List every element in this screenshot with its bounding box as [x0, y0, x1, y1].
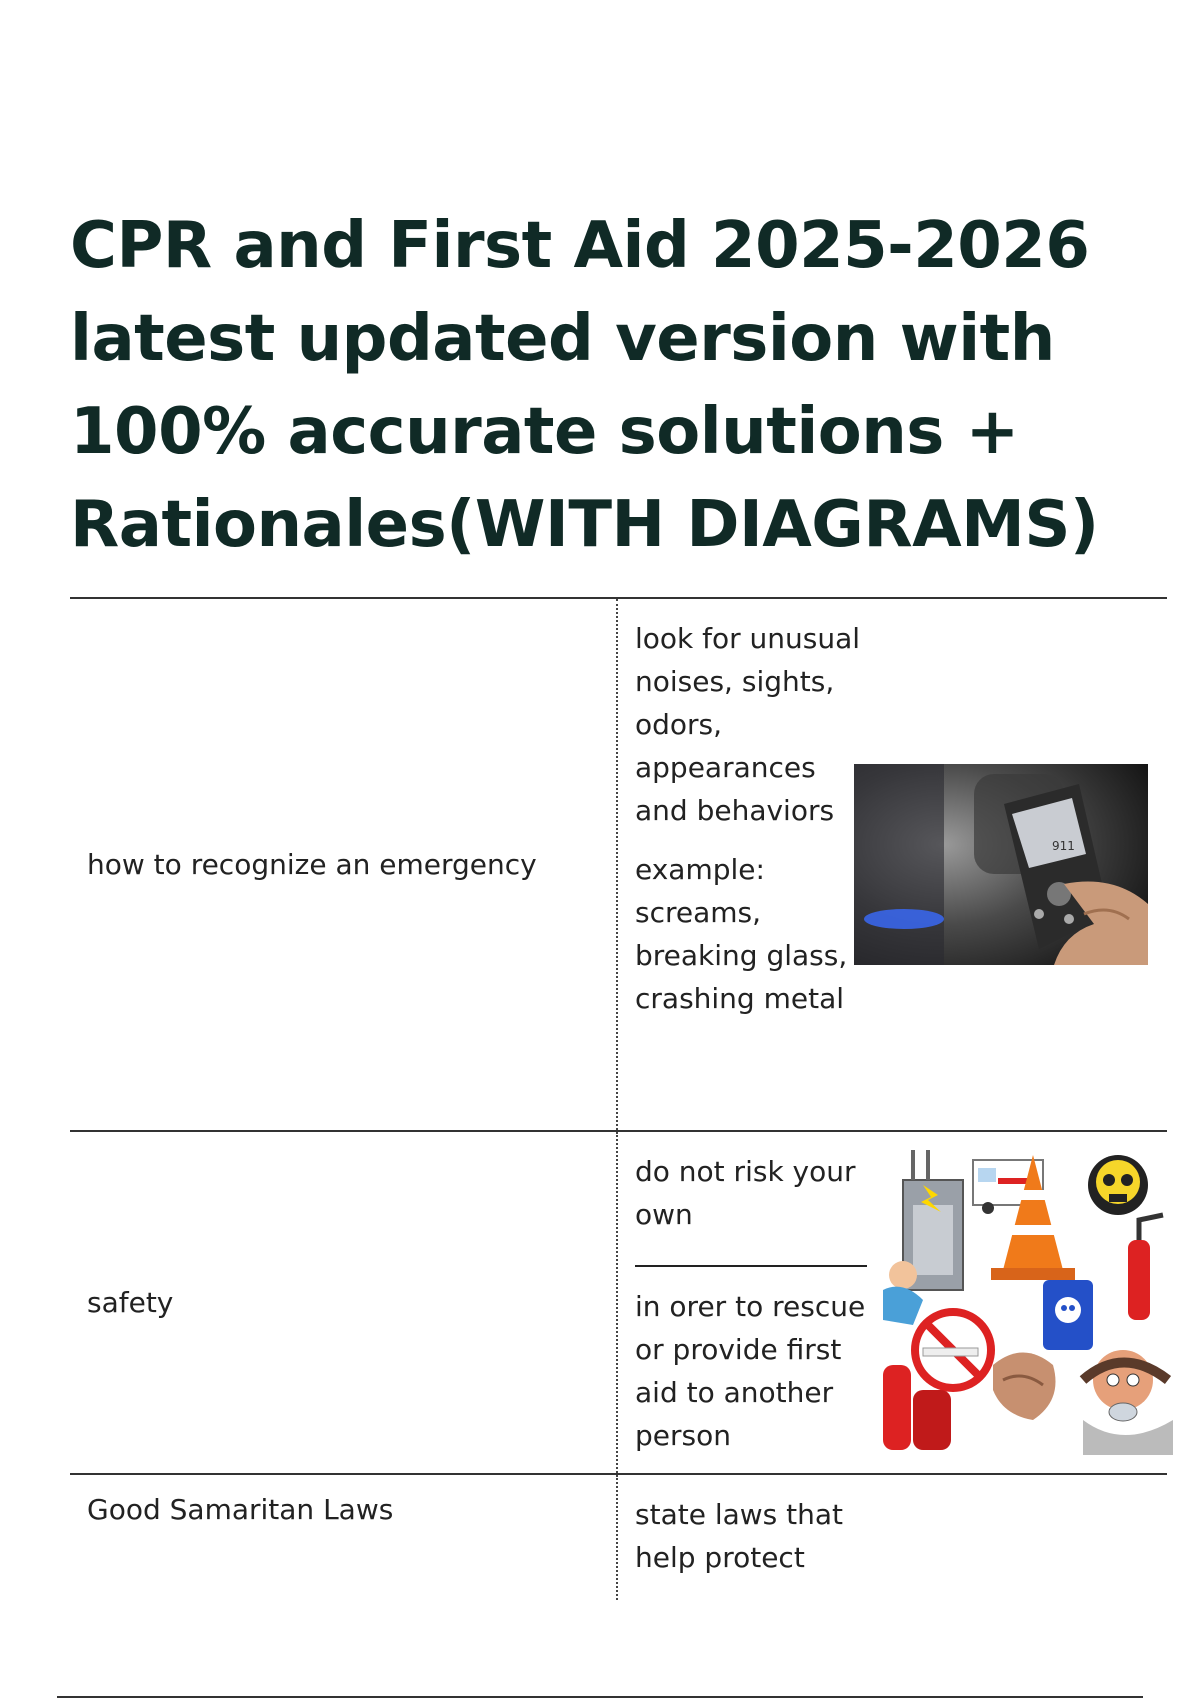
title-line-1: CPR and First Aid 2025-2026 — [70, 209, 1090, 283]
definition-text — [635, 1493, 875, 1579]
phone-screen-text: 911 — [1052, 839, 1075, 853]
hazard-collage-icon — [883, 1150, 1178, 1455]
definition-text — [635, 1150, 875, 1457]
hazard-clipart — [883, 1150, 1178, 1455]
term-cell — [70, 1132, 618, 1473]
definition-paragraph: look for unusual noises, sights, odors, appearances and behaviors — [635, 622, 861, 827]
definition-cell — [618, 1475, 1167, 1600]
term-text: safety — [87, 1286, 174, 1319]
title-line-4: Rationales(WITH DIAGRAMS) — [70, 488, 1099, 562]
definition-paragraph: state laws that help protect — [635, 1498, 844, 1574]
definition-cell — [618, 599, 1167, 1130]
definition-paragraph: example: screams, breaking glass, crashing metal — [635, 853, 848, 1015]
phone-in-hand-icon — [854, 764, 1148, 965]
title-line-2: latest updated version with — [70, 302, 1055, 376]
footer-rule — [57, 1696, 1143, 1698]
flashcard-table — [70, 597, 1167, 1600]
fill-in-blank — [635, 1243, 867, 1267]
definition-text — [635, 617, 875, 1020]
definition-cell — [618, 1132, 1167, 1473]
page-title — [70, 200, 1150, 572]
card-row-safety — [70, 1132, 1167, 1475]
term-text: Good Samaritan Laws — [87, 1493, 394, 1526]
title-line-3: 100% accurate solutions + — [70, 395, 1019, 469]
emergency-phone-photo — [854, 764, 1148, 965]
card-row-good-samaritan — [70, 1475, 1167, 1600]
term-cell — [70, 1475, 618, 1600]
definition-paragraph: in orer to rescue or provide first aid to another person — [635, 1290, 866, 1452]
term-cell — [70, 599, 618, 1130]
definition-paragraph: do not risk your own — [635, 1155, 856, 1231]
card-row-recognize-emergency — [70, 599, 1167, 1132]
term-text: how to recognize an emergency — [87, 848, 537, 881]
